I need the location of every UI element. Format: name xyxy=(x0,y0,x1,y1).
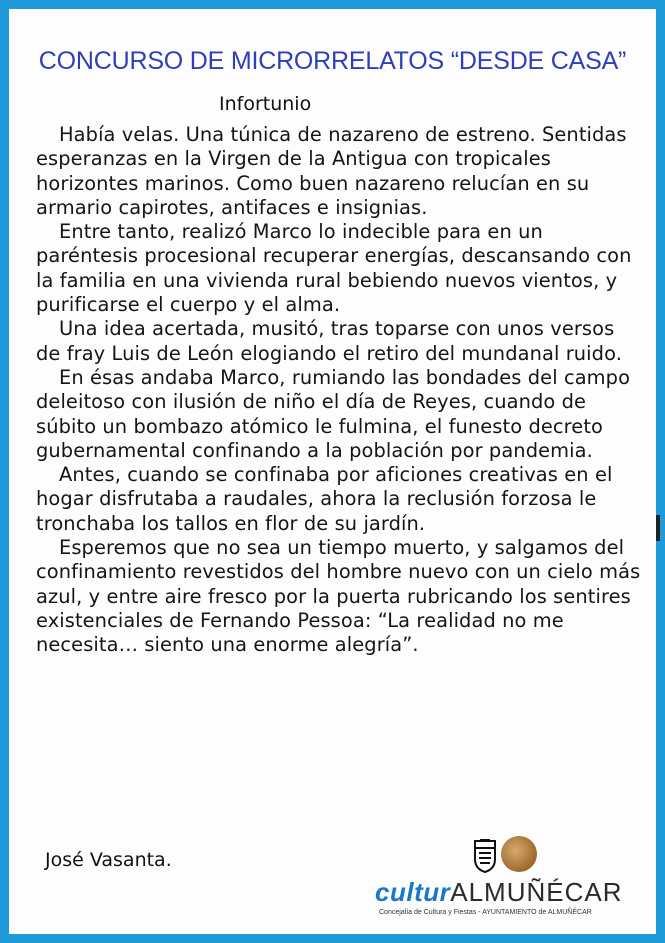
edge-mark xyxy=(656,515,660,541)
medallion-image xyxy=(501,836,537,872)
story-paragraph: Entre tanto, realizó Marco lo indecible para en un paréntesis procesional recuperar energías, descansando con la familia en una vivienda rural bebiendo nuevos vientos, y purificarse el cuerpo y el alma. xyxy=(36,220,632,317)
logo-wordmark-part1: cultur xyxy=(375,877,451,907)
story-paragraph: Antes, cuando se confinaba por aficiones creativas en el hogar disfrutaba a raudales, ahora la reclusión forzosa le tronchaba los tallos en flor de su jardín. xyxy=(36,463,613,535)
logo-subtitle: Concejalía de Cultura y Fiestas - AYUNTAMIENTO de ALMUÑÉCAR xyxy=(379,909,592,916)
coat-of-arms-icon xyxy=(471,839,499,873)
story-paragraph: Una idea acertada, musitó, tras toparse con unos versos de fray Luis de León elogiando el retiro del mundanal ruido. xyxy=(36,317,622,365)
story-title: Infortunio xyxy=(219,93,312,115)
story-paragraph: Esperemos que no sea un tiempo muerto, y salgamos del confinamiento revestidos del hombre nuevo con un cielo más azul, y entre aire fresco por la puerta rubricando los sentires existenciales de Fernando Pessoa: “La realidad no me necesita… siento una enorme alegría”. xyxy=(36,536,641,657)
contest-heading: CONCURSO DE MICRORRELATOS “DESDE CASA” xyxy=(38,47,627,75)
document-page xyxy=(9,9,656,934)
logo-wordmark xyxy=(375,877,622,908)
cultura-almunecar-logo xyxy=(375,829,635,925)
logo-wordmark-part2: ALMUÑÉCAR xyxy=(450,877,623,907)
author-signature: José Vasanta. xyxy=(45,849,172,871)
story-paragraph: Había velas. Una túnica de nazareno de estreno. Sentidas esperanzas en la Virgen de la Antigua con tropicales horizontes marinos. Como buen nazareno relucían en su armario capirotes, antifaces e insignias. xyxy=(36,123,627,219)
story-paragraph: En ésas andaba Marco, rumiando las bondades del campo deleitoso con ilusión de niño el día de Reyes, cuando de súbito un bombazo atómico le fulmina, el funesto decreto gubernamental confinando a la población por pandemia. xyxy=(36,365,631,462)
story-body xyxy=(36,123,641,658)
